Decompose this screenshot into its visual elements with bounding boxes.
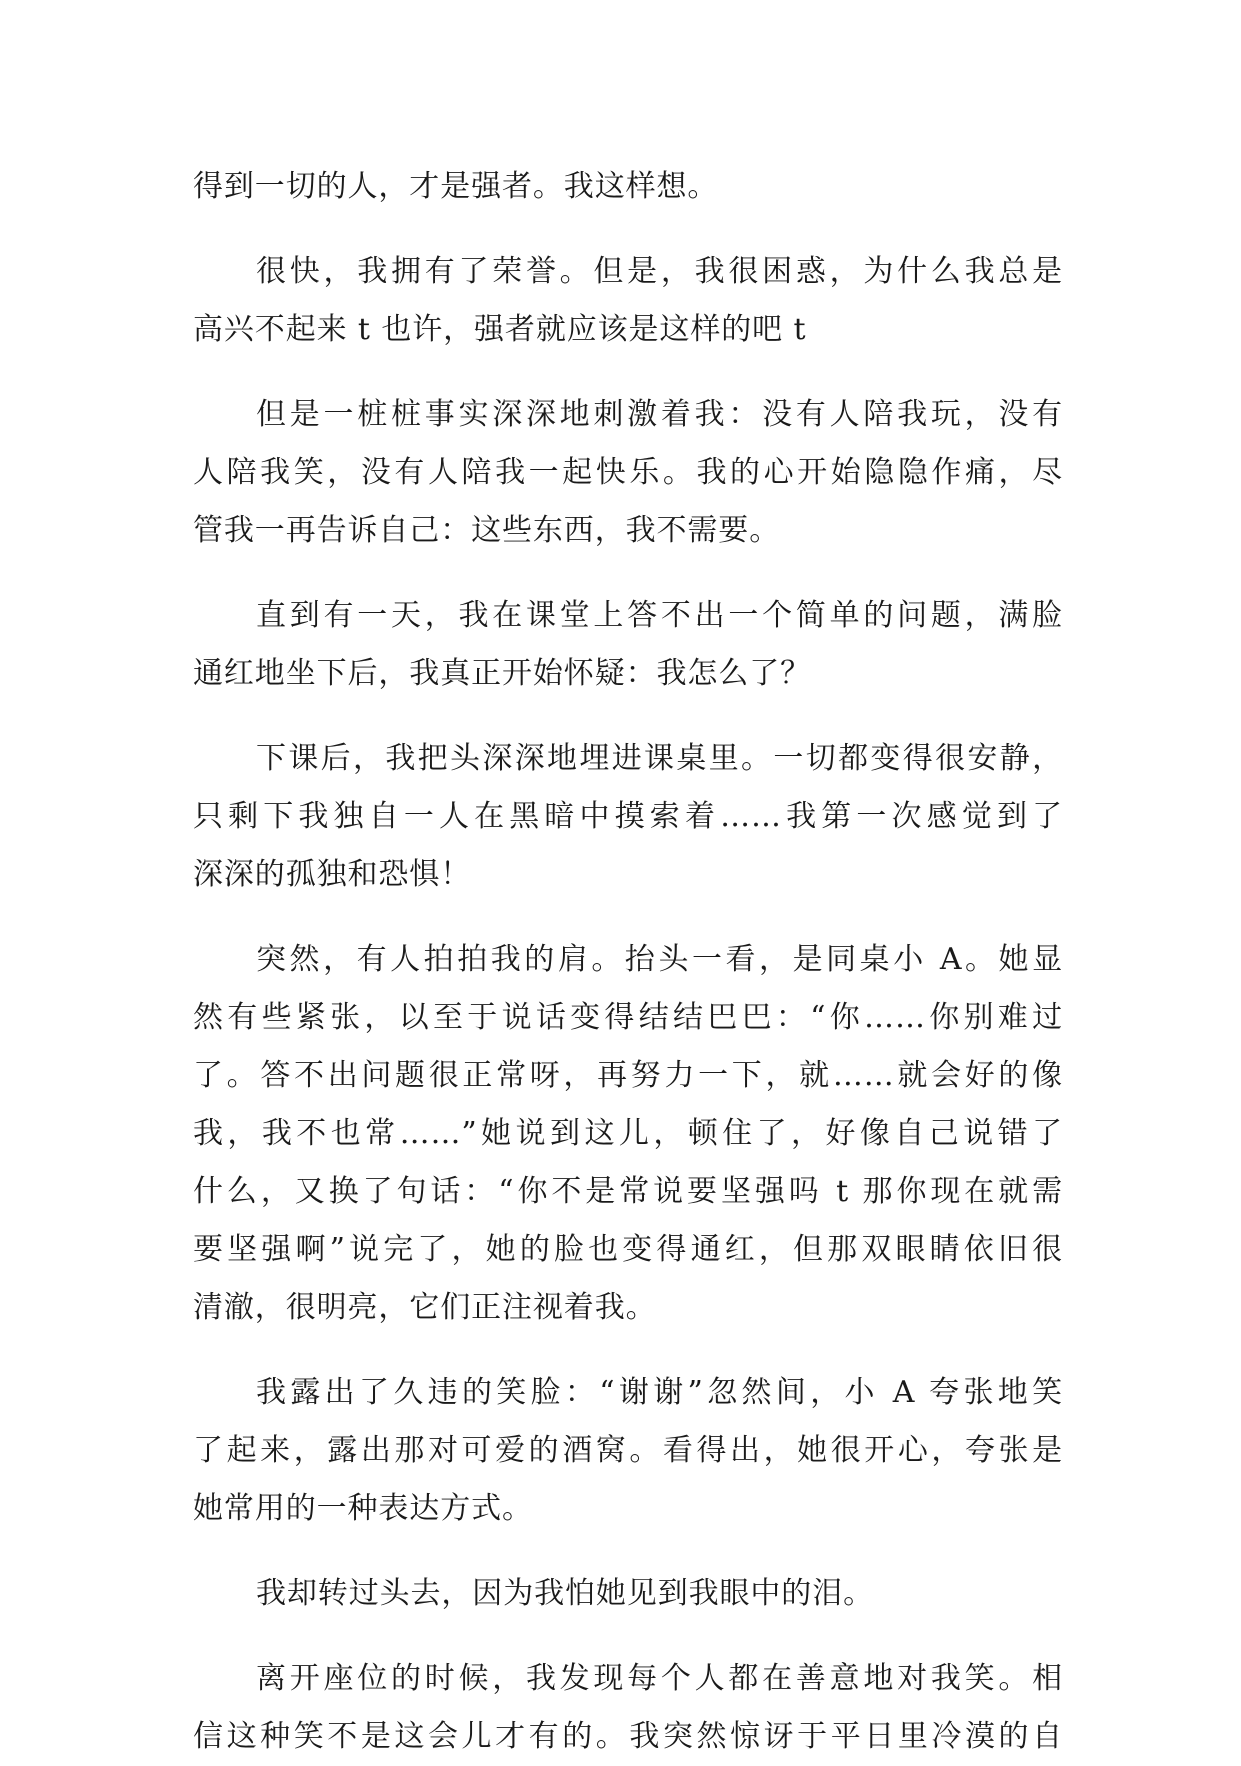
text-line: 只剩下我独自一人在黑暗中摸索着……我第一次感觉到了 bbox=[193, 799, 1063, 834]
text-line: 了。答不出问题很正常呀，再努力一下，就……就会好的像 bbox=[193, 1058, 1063, 1093]
text-line: 直到有一天，我在课堂上答不出一个简单的问题，满脸 bbox=[256, 598, 1063, 633]
text-line: 她常用的一种表达方式。 bbox=[193, 1491, 533, 1526]
text-line: 我却转过头去，因为我怕她见到我眼中的泪。 bbox=[256, 1576, 874, 1611]
text-line: 通红地坐下后，我真正开始怀疑：我怎么了？ bbox=[193, 656, 811, 691]
text-line: 高兴不起来 t 也许，强者就应该是这样的吧 t bbox=[193, 312, 807, 347]
paragraph-6 bbox=[193, 931, 1063, 1337]
paragraph-7 bbox=[193, 1364, 1063, 1538]
text-line: 然有些紧张，以至于说话变得结结巴巴：“你……你别难过 bbox=[193, 1000, 1063, 1035]
text-line: 要坚强啊”说完了，她的脸也变得通红，但那双眼睛依旧很 bbox=[193, 1232, 1063, 1267]
text-line: 人陪我笑，没有人陪我一起快乐。我的心开始隐隐作痛，尽 bbox=[193, 455, 1063, 490]
text-line: 我露出了久违的笑脸：“谢谢”忽然间，小 A 夸张地笑 bbox=[256, 1375, 1063, 1410]
text-line: 离开座位的时候，我发现每个人都在善意地对我笑。相 bbox=[256, 1661, 1063, 1696]
text-line: 得到一切的人，才是强者。我这样想。 bbox=[193, 169, 719, 204]
paragraph-4 bbox=[193, 587, 1063, 703]
text-line: 了起来，露出那对可爱的酒窝。看得出，她很开心，夸张是 bbox=[193, 1433, 1063, 1468]
text-line: 我，我不也常……”她说到这儿，顿住了，好像自己说错了 bbox=[193, 1116, 1063, 1151]
text-line: 管我一再告诉自己：这些东西，我不需要。 bbox=[193, 513, 781, 548]
text-line: 清澈，很明亮，它们正注视着我。 bbox=[193, 1290, 657, 1325]
paragraph-9 bbox=[193, 1650, 1063, 1766]
paragraph-2 bbox=[193, 243, 1063, 359]
document-body bbox=[193, 158, 1063, 1766]
text-line: 但是一桩桩事实深深地刺激着我：没有人陪我玩，没有 bbox=[256, 397, 1063, 432]
text-line: 什么，又换了句话：“你不是常说要坚强吗 t 那你现在就需 bbox=[193, 1174, 1063, 1209]
text-line: 信这种笑不是这会儿才有的。我突然惊讶于平日里冷漠的自 bbox=[193, 1719, 1063, 1754]
text-line: 突然，有人拍拍我的肩。抬头一看，是同桌小 A。她显 bbox=[256, 942, 1063, 977]
paragraph-1 bbox=[193, 158, 1063, 216]
text-line: 很快，我拥有了荣誉。但是，我很困惑，为什么我总是 bbox=[256, 254, 1063, 289]
paragraph-3 bbox=[193, 386, 1063, 560]
paragraph-8 bbox=[193, 1565, 1063, 1623]
text-line: 深深的孤独和恐惧！ bbox=[193, 857, 472, 892]
text-line: 下课后，我把头深深地埋进课桌里。一切都变得很安静， bbox=[256, 741, 1063, 776]
paragraph-5 bbox=[193, 730, 1063, 904]
